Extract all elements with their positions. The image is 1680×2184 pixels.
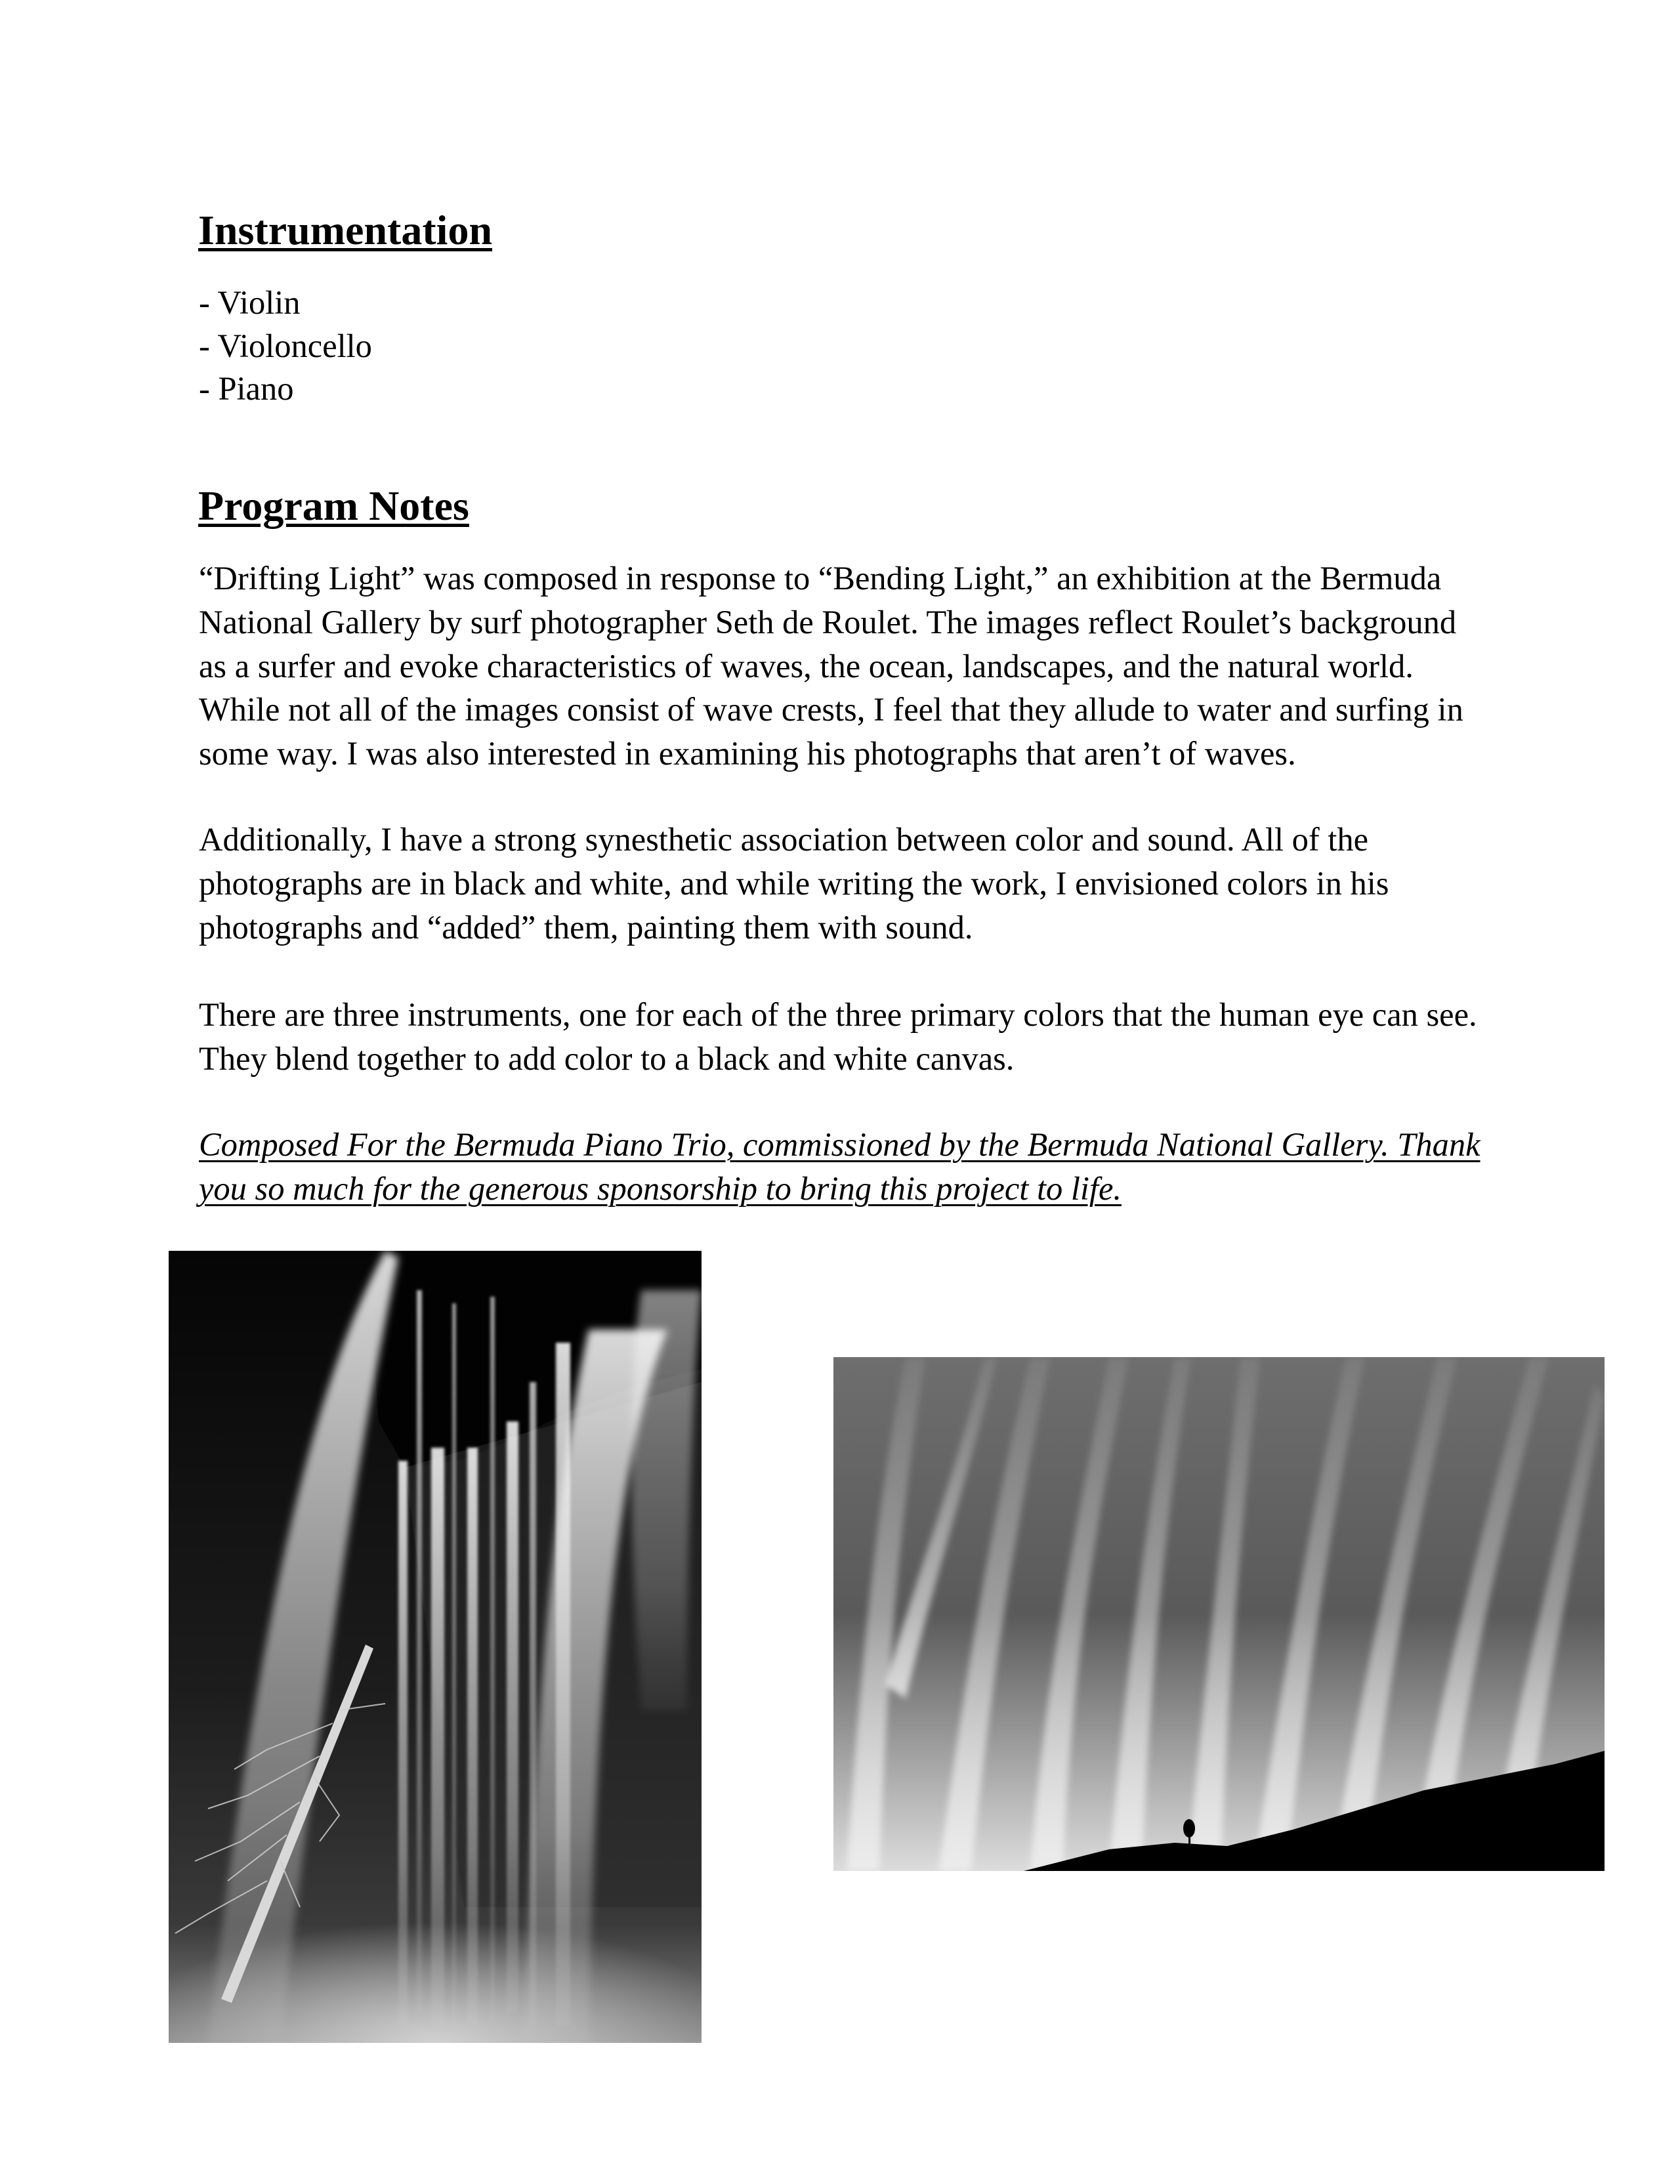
dedication-line: Composed For the Bermuda Piano Trio, commissioned by the Bermuda National Gallery. Thank — [199, 1126, 1480, 1163]
waterfall-photo — [169, 1251, 702, 2043]
paragraph-line: National Gallery by surf photographer Seth de Roulet. The images reflect Roulet’s background — [199, 603, 1457, 640]
program-notes-paragraph-2 — [199, 818, 1389, 949]
waterfall-image — [169, 1251, 702, 2043]
instrument-item: - Piano — [199, 370, 294, 407]
sky-image — [833, 1357, 1605, 1871]
paragraph-line: While not all of the images consist of wave crests, I feel that they allude to water and surfing in — [199, 691, 1463, 728]
program-notes-heading: Program Notes — [198, 482, 469, 529]
paragraph-line: photographs are in black and white, and while writing the work, I envisioned colors in his — [199, 864, 1389, 902]
paragraph-line: They blend together to add color to a black and white canvas. — [199, 1040, 1015, 1077]
sky-photo — [833, 1357, 1605, 1871]
paragraph-line: “Drifting Light” was composed in response to “Bending Light,” an exhibition at the Bermuda — [199, 560, 1442, 597]
dedication — [199, 1123, 1480, 1211]
paragraph-line: Additionally, I have a strong synesthetic association between color and sound. All of the — [199, 821, 1369, 858]
paragraph-line: There are three instruments, one for each of the three primary colors that the human eye can see. — [199, 996, 1477, 1033]
paragraph-line: some way. I was also interested in examining his photographs that aren’t of waves. — [199, 735, 1296, 772]
paragraph-line: photographs and “added” them, painting them with sound. — [199, 908, 973, 946]
instrument-list — [199, 282, 372, 411]
program-notes-paragraph-1 — [199, 556, 1463, 776]
paragraph-line: as a surfer and evoke characteristics of waves, the ocean, landscapes, and the natural world. — [199, 647, 1414, 684]
instrumentation-heading: Instrumentation — [198, 207, 493, 253]
dedication-line: you so much for the generous sponsorship to bring this project to life. — [199, 1169, 1122, 1207]
instrument-item: - Violoncello — [199, 327, 372, 364]
instrument-item: - Violin — [199, 284, 301, 321]
program-notes-paragraph-3 — [199, 993, 1477, 1081]
